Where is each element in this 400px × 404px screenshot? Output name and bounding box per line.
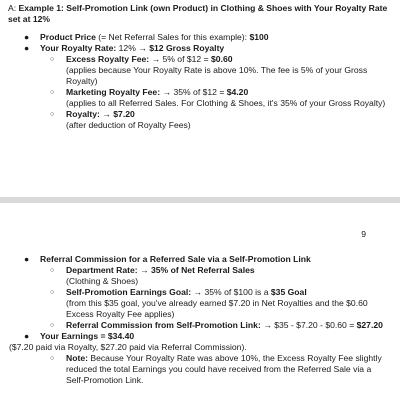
sublist-item-royalty [0, 109, 400, 131]
document-page-2 [0, 203, 400, 404]
sub-text: → $35 - $7.20 - $0.60 = [260, 320, 357, 330]
list-item-product-price [0, 32, 400, 43]
item-value: $100 [249, 32, 269, 42]
sublist-commission [0, 265, 400, 331]
bullet-dot-icon: ● [24, 331, 30, 341]
bullet-dot-icon: ● [24, 32, 30, 42]
sub-note: (applies because Your Royalty Rate is above 10%. The fee is 5% of your Gross Royalty) [66, 65, 368, 86]
example-list [0, 32, 400, 131]
item-value: → $12 Gross Royalty [138, 43, 225, 53]
document-page-1 [0, 0, 400, 197]
list-item-royalty-rate [0, 43, 400, 131]
sublist-item-department-rate [0, 265, 400, 287]
example-heading [8, 3, 388, 25]
bullet-circle-icon: ○ [50, 267, 55, 274]
sublist-item-marketing-fee [0, 87, 400, 109]
sub-value: $0.60 [211, 54, 233, 64]
item-bold: Referral Commission for a Referred Sale via a Self-Promotion Link [40, 254, 311, 264]
bullet-circle-icon: ○ [50, 56, 55, 63]
bullet-circle-icon: ○ [50, 89, 55, 96]
sub-text: → 35% of $12 = [160, 87, 227, 97]
sub-note: (applies to all Referred Sales. For Clothing & Shoes, it's 35% of your Gross Royalty) [66, 98, 386, 108]
list-item-your-earnings [0, 331, 400, 386]
sub-bold: Marketing Royalty Fee: [66, 87, 161, 97]
sublist-royalty [0, 54, 400, 131]
item-text: (= Net Referral Sales for this example): [95, 32, 250, 42]
item-text: 12% [116, 43, 139, 53]
item-bold: Product Price [40, 32, 96, 42]
sub-bold: Referral Commission from Self-Promotion Link: [66, 320, 261, 330]
heading-prefix: A: [8, 3, 19, 13]
sub-note: (from this $35 goal, you've already earned $7.20 in Net Royalties and the $0.60 Excess Royalty Fee applies) [66, 298, 368, 319]
commission-list [0, 254, 400, 386]
heading-title: Example 1: Self-Promotion Link (own Product) in Clothing & Shoes with Your Royalty Rate set at 12% [8, 3, 388, 24]
sub-value: $35 Goal [270, 287, 307, 297]
sub-text: → 35% of $100 is a [191, 287, 271, 297]
sub-bold: Note: [66, 353, 88, 363]
sub-note: (Clothing & Shoes) [66, 276, 139, 286]
list-item-referral-commission [0, 254, 400, 331]
sub-value: $4.20 [226, 87, 249, 97]
sub-bold: Self-Promotion Earnings Goal: [66, 287, 192, 297]
bullet-dot-icon: ● [24, 43, 30, 53]
page-number: 9 [361, 229, 366, 239]
item-bold: Your Earnings = $34.40 [40, 331, 135, 341]
bullet-circle-icon: ○ [50, 355, 55, 362]
sub-bold: Royalty: → $7.20 [66, 109, 135, 119]
sublist-item-commission-from-link [0, 320, 400, 331]
sub-bold: Excess Royalty Fee: [66, 54, 150, 64]
sub-note: (after deduction of Royalty Fees) [66, 120, 191, 130]
sublist-item-excess-fee [0, 54, 400, 87]
item-note: ($7.20 paid via Royalty, $27.20 paid via Referral Commission). [9, 342, 247, 352]
sublist-item-note [0, 353, 400, 386]
sub-value: $27.20 [356, 320, 383, 330]
bullet-circle-icon: ○ [50, 322, 55, 329]
sub-text: → 5% of $12 = [149, 54, 211, 64]
bullet-circle-icon: ○ [50, 111, 55, 118]
sub-bold: Department Rate: → 35% of Net Referral Sales [66, 265, 255, 275]
bullet-circle-icon: ○ [50, 289, 55, 296]
sub-text: Because Your Royalty Rate was above 10%, the Excess Royalty Fee slightly reduced the total Earnings you could have received from the Referred Sale via a Self-Promotion Link. [66, 353, 382, 385]
item-bold: Your Royalty Rate: [40, 43, 117, 53]
sublist-item-earnings-goal [0, 287, 400, 320]
sublist-earnings [0, 353, 400, 386]
bullet-dot-icon: ● [24, 254, 30, 264]
